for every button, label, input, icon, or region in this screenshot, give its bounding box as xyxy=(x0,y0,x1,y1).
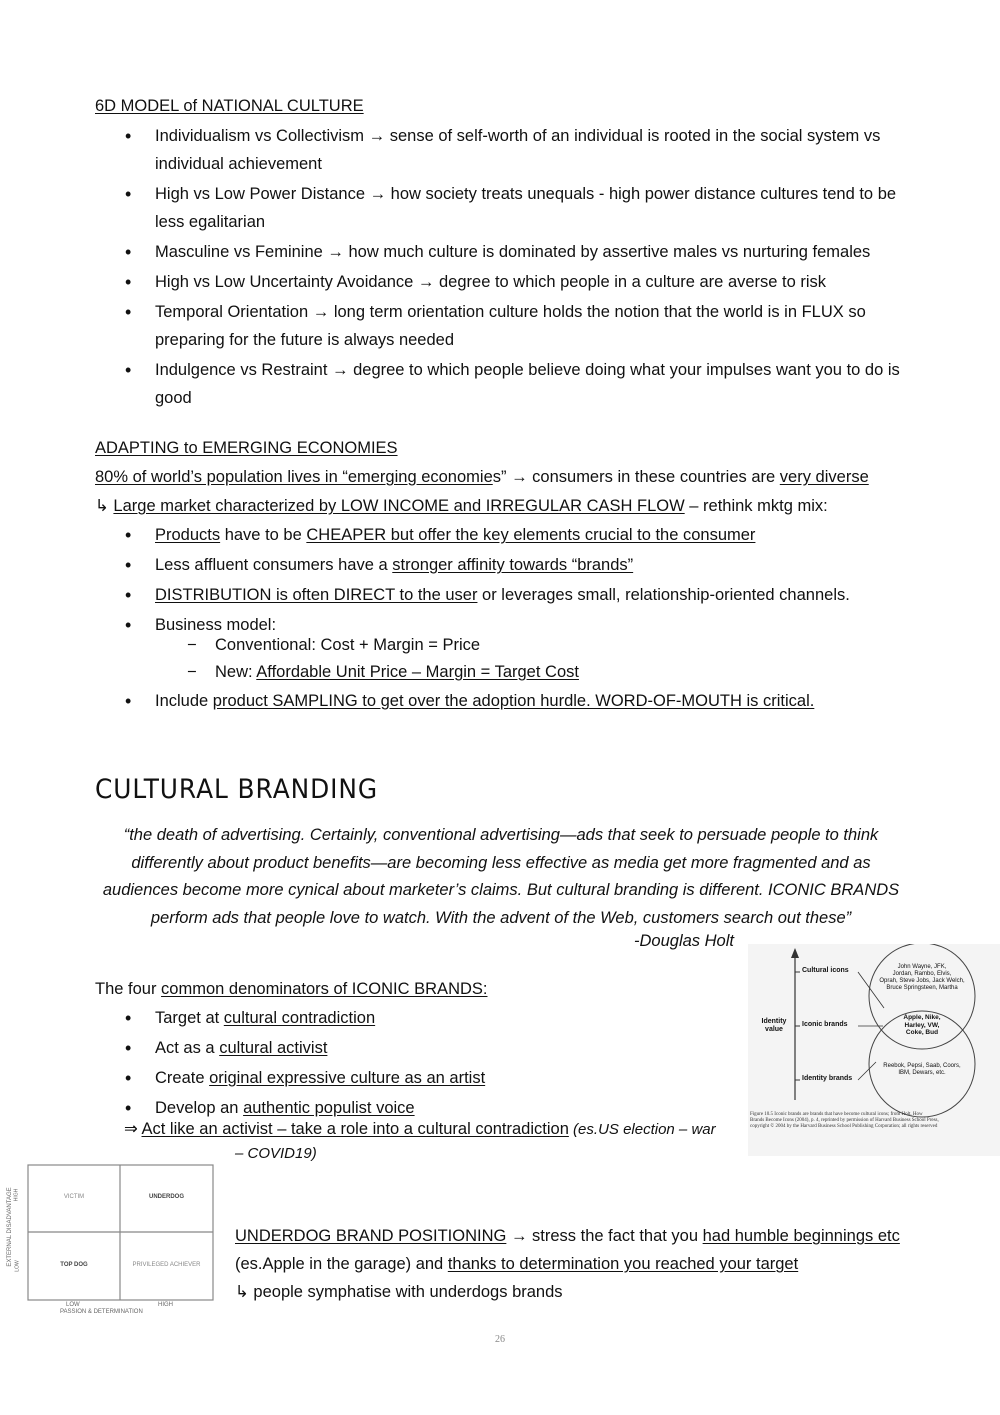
text: Harley, VW, xyxy=(904,1021,940,1029)
underlined-text: very diverse xyxy=(779,468,869,486)
list-item: • High vs Low Power Distance → how society treats unequals - high power distance cultures tend to be less egalitarian xyxy=(95,180,907,236)
y-axis-label: EXTERNAL DISADVANTAGE xyxy=(7,1187,13,1267)
iconic-brands-intro xyxy=(95,980,488,999)
text: Coke, Bud xyxy=(905,1029,939,1036)
quote-author: -Douglas Holt xyxy=(634,932,734,950)
emerging-list xyxy=(95,521,907,641)
text: Figure 10.5 Iconic brands are brands that have become cultural icons; from Holt, How xyxy=(750,1112,923,1117)
list-item xyxy=(95,1034,745,1062)
list-item xyxy=(95,687,907,715)
underlined-text: Affordable Unit Price – Margin = Target Cost xyxy=(256,663,579,681)
cell-privileged-achiever: PRIVILEGED ACHIEVER xyxy=(132,1262,201,1268)
text: s” → consumers in these countries are xyxy=(492,468,780,486)
text: copyright © 2004 by the Harvard Business School Publishing Corporation; all rights reserved xyxy=(750,1124,938,1129)
holt-quote: “the death of advertising. Certainly, conventional advertising—ads that seek to persuade people to think differently about product benefits—are becoming less effective as media get more fragmented and as audiences become more cynical about marketer’s claims. But cultural branding is different. ICONIC BRANDS perform ads that people love to watch. With the advent of the Web, customers search out these” xyxy=(102,826,900,927)
text: Business model: xyxy=(155,616,277,634)
sub-list-item xyxy=(95,632,907,659)
underdog-line-2 xyxy=(235,1255,798,1274)
underlined-text: Large market characterized by LOW INCOME and IRREGULAR CASH FLOW xyxy=(113,497,685,515)
page-title: CULTURAL BRANDING xyxy=(95,774,379,805)
activist-line-cont xyxy=(235,1145,317,1162)
y-axis-label: Identity value xyxy=(761,1018,787,1033)
list-item xyxy=(95,521,907,549)
underlined-text: 80% of world’s population lives in “emerging economie xyxy=(95,468,493,486)
emerging-market-line xyxy=(95,496,828,516)
cell-underdog: UNDERDOG xyxy=(148,1194,184,1200)
return-arrow-icon: ↳ xyxy=(95,497,114,515)
matrix-grid xyxy=(0,1160,222,1320)
underlined-text: UNDERDOG BRAND POSITIONING xyxy=(235,1227,507,1245)
text: have to be xyxy=(220,526,307,544)
figure-caption xyxy=(750,1112,1000,1130)
text: – rethink mktg mix: xyxy=(684,497,828,515)
section-heading-emerging: ADAPTING to EMERGING ECONOMIES xyxy=(95,439,398,457)
example-text: – COVID19) xyxy=(235,1145,317,1162)
list-item: • Individualism vs Collectivism → sense of self-worth of an individual is rooted in the social system vs individual achievement xyxy=(95,122,907,178)
row-label-iconic-brands: Iconic brands xyxy=(802,1021,848,1028)
text: Act as a xyxy=(155,1039,220,1057)
cell-victim: VICTIM xyxy=(63,1194,85,1200)
underlined-text: cultural activist xyxy=(219,1039,328,1057)
list-item xyxy=(95,1064,745,1092)
row-label-cultural-icons: Cultural icons xyxy=(802,967,849,974)
text: Apple, Nike, xyxy=(903,1014,941,1021)
text: or leverages small, relationship-oriented channels. xyxy=(477,586,850,604)
text: Brands Become Icons (2004), p. 4, reprinted by permission of Harvard Business School Press, xyxy=(750,1118,939,1123)
text: Target at xyxy=(155,1009,224,1027)
section-heading-6d-model: 6D MODEL of NATIONAL CULTURE xyxy=(95,97,364,115)
list-item xyxy=(95,1094,745,1122)
implies-arrow-icon: ⇒ xyxy=(124,1120,142,1138)
underlined-text: stronger affinity towards “brands” xyxy=(392,556,634,574)
underlined-text: cultural contradiction xyxy=(223,1009,376,1027)
text: → stress the fact that you xyxy=(506,1227,703,1245)
example-text: (es.US election – war xyxy=(568,1121,716,1138)
list-item: • Indulgence vs Restraint → degree to which people believe doing what your impulses want you to do is good xyxy=(95,356,907,412)
sub-list-item xyxy=(95,659,907,686)
list-item xyxy=(95,551,907,579)
underlined-text: DISTRIBUTION is often DIRECT to the user xyxy=(155,586,478,604)
text: Reebok, Pepsi, Saab, Coors, xyxy=(883,1063,961,1069)
emerging-list-cont xyxy=(95,687,907,717)
overlap-text xyxy=(882,1014,962,1037)
text: Include xyxy=(155,692,213,710)
list-item xyxy=(95,1004,745,1032)
underlined-text: authentic populist voice xyxy=(243,1099,415,1117)
underlined-text: product SAMPLING to get over the adoption hurdle. WORD-OF-MOUTH is critical. xyxy=(212,692,815,710)
text: Bruce Springsteen, Martha xyxy=(886,985,958,991)
text: The four xyxy=(95,980,162,998)
text: Conventional: Cost + Margin = Price xyxy=(215,636,481,654)
list-item xyxy=(95,581,907,609)
national-culture-list xyxy=(95,122,907,414)
page-number: 26 xyxy=(495,1334,505,1345)
text: Less affluent consumers have a xyxy=(155,556,393,574)
iconic-brands-figure xyxy=(748,944,1000,1156)
underlined-text: had humble beginnings etc xyxy=(702,1227,900,1245)
underlined-text: thanks to determination you reached your target xyxy=(447,1255,799,1273)
underdog-line-3: ↳ people symphatise with underdogs brands xyxy=(235,1283,563,1301)
underlined-text: CHEAPER but offer the key elements crucial to the consumer xyxy=(306,526,756,544)
list-item: • High vs Low Uncertainty Avoidance → degree to which people in a culture are averse to risk xyxy=(95,268,907,296)
y-high-label: HIGH xyxy=(13,1188,20,1202)
text: Oprah, Steve Jobs, Jack Welch, xyxy=(879,978,965,984)
text: John Wayne, JFK, xyxy=(897,964,947,970)
underlined-text: Act like an activist – take a role into a cultural contradiction xyxy=(141,1120,569,1138)
text: IBM, Dewars, etc. xyxy=(898,1070,946,1076)
iconic-brands-list xyxy=(95,1004,745,1124)
x-low-label: LOW xyxy=(66,1302,80,1308)
text: Jordan, Rambo, Elvis, xyxy=(892,971,952,977)
underlined-text: original expressive culture as an artist xyxy=(209,1069,486,1087)
text: Create xyxy=(155,1069,210,1087)
list-item: • Temporal Orientation → long term orientation culture holds the notion that the world is in FLUX so preparing for the future is always needed xyxy=(95,298,907,354)
text: Develop an xyxy=(155,1099,244,1117)
underdog-line-1 xyxy=(235,1227,900,1246)
x-high-label: HIGH xyxy=(158,1302,173,1308)
bottom-circle-text xyxy=(872,1063,972,1077)
list-item: • Masculine vs Feminine → how much culture is dominated by assertive males vs nurturing females xyxy=(95,238,907,266)
x-axis-label: PASSION & DETERMINATION xyxy=(60,1309,143,1315)
top-circle-text xyxy=(869,964,975,992)
row-label-identity-brands: Identity brands xyxy=(802,1075,853,1082)
business-model-sublist xyxy=(95,632,907,686)
text: New: xyxy=(215,663,257,681)
underlined-text: Products xyxy=(155,526,221,544)
underlined-text: common denominators of ICONIC BRANDS: xyxy=(161,980,488,998)
y-low-label: LOW xyxy=(14,1260,21,1272)
activist-line xyxy=(124,1119,716,1139)
emerging-intro-line xyxy=(95,468,869,487)
text: (es.Apple in the garage) and xyxy=(235,1255,448,1273)
cell-top-dog: TOP DOG xyxy=(60,1262,88,1268)
underdog-matrix xyxy=(0,1160,222,1320)
